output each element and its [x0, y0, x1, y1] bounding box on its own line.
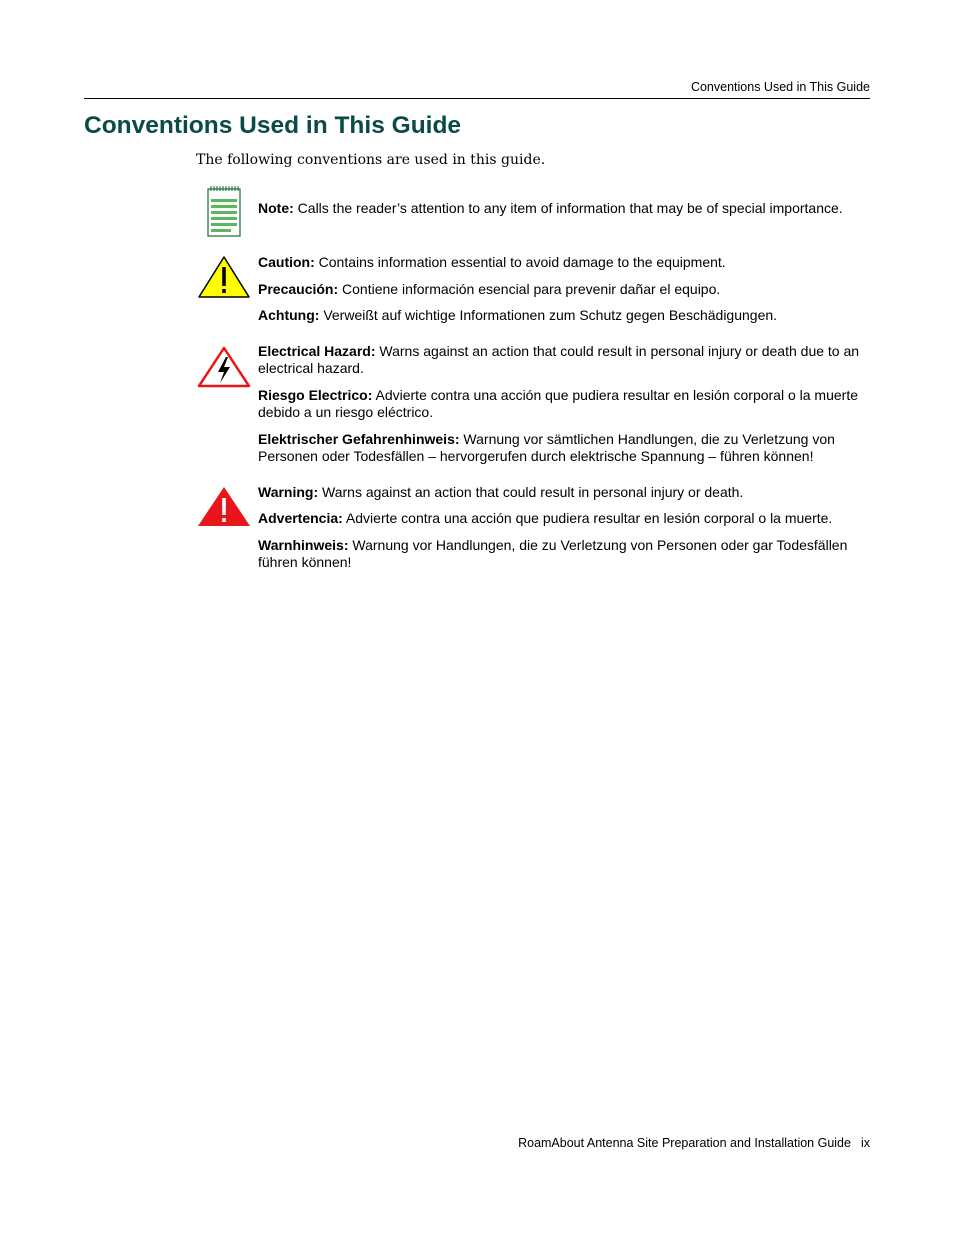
caution-paragraph-es: Precaución: Contiene información esencial para prevenir dañar el equipo. [258, 281, 721, 297]
note-pad-icon [206, 185, 242, 243]
caution-triangle-icon [197, 255, 251, 304]
note-block [258, 200, 870, 217]
warning-triangle-icon [197, 486, 251, 532]
page-number: ix [860, 1136, 870, 1150]
footer-doc-title: RoamAbout Antenna Site Preparation and Installation Guide [518, 1136, 851, 1150]
running-header: Conventions Used in This Guide [690, 80, 870, 94]
warning-paragraph-de: Warnhinweis: Warnung vor Handlungen, die zu Verletzung von Personen oder gar Todesfällen führen können! [258, 537, 848, 570]
intro-text: The following conventions are used in this guide. [196, 152, 546, 168]
hazard-paragraph-de: Elektrischer Gefahrenhinweis: Warnung vor sämtlichen Handlungen, die zu Verletzung von Personen oder Todesfällen – hervorgerufen durch elektrische Spannung – führen können! [258, 431, 835, 464]
caution-block [258, 254, 870, 324]
electrical-hazard-block [258, 343, 870, 465]
warning-paragraph-es: Advertencia: Advierte contra una acción que pudiera resultar en lesión corporal o la muerte. [258, 510, 833, 526]
warning-block [258, 484, 870, 571]
caution-paragraph-en: Caution: Contains information essential to avoid damage to the equipment. [258, 254, 726, 270]
page-footer [84, 1135, 870, 1151]
page-title: Conventions Used in This Guide [84, 112, 462, 139]
electrical-hazard-icon [197, 346, 251, 393]
warning-paragraph-en: Warning: Warns against an action that could result in personal injury or death. [258, 484, 744, 500]
header-rule [84, 98, 870, 99]
caution-paragraph-de: Achtung: Verweißt auf wichtige Informationen zum Schutz gegen Beschädigungen. [258, 307, 778, 323]
hazard-paragraph-es: Riesgo Electrico: Advierte contra una acción que pudiera resultar en lesión corporal o la muerte debido a un riesgo eléctrico. [258, 387, 858, 420]
hazard-paragraph-en: Electrical Hazard: Warns against an action that could result in personal injury or death due to an electrical hazard. [258, 343, 860, 376]
note-paragraph: Note: Calls the reader’s attention to any item of information that may be of special importance. [258, 200, 843, 216]
